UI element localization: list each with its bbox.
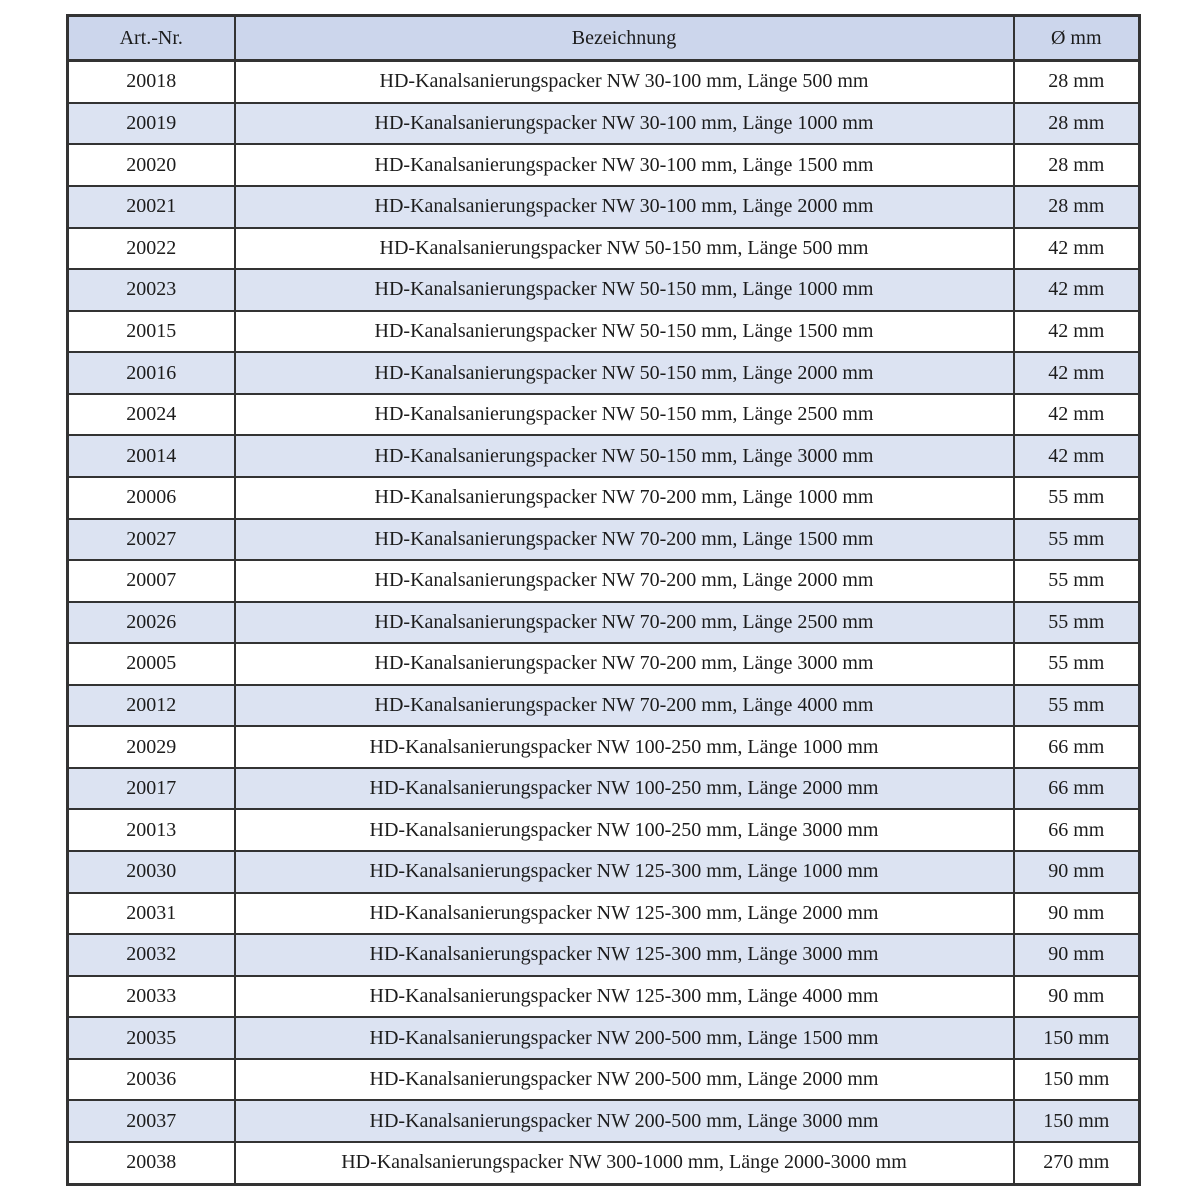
- table-row: [68, 435, 1140, 477]
- table-row: [68, 103, 1140, 145]
- table-row: [68, 394, 1140, 436]
- diameter-cell: 90 mm: [1014, 934, 1140, 976]
- art-nr-cell: 20017: [68, 768, 235, 810]
- bezeichnung-cell: HD-Kanalsanierungspacker NW 30-100 mm, Länge 1500 mm: [235, 144, 1014, 186]
- art-nr-cell: 20032: [68, 934, 235, 976]
- bezeichnung-cell: HD-Kanalsanierungspacker NW 30-100 mm, Länge 1000 mm: [235, 103, 1014, 145]
- table-row: [68, 602, 1140, 644]
- table-row: [68, 477, 1140, 519]
- diameter-cell: 66 mm: [1014, 768, 1140, 810]
- art-nr-cell: 20023: [68, 269, 235, 311]
- table-row: [68, 144, 1140, 186]
- art-nr-cell: 20005: [68, 643, 235, 685]
- table-row: [68, 768, 1140, 810]
- table-row: [68, 893, 1140, 935]
- table-row: [68, 311, 1140, 353]
- art-nr-cell: 20013: [68, 809, 235, 851]
- diameter-cell: 28 mm: [1014, 144, 1140, 186]
- header-art-nr: Art.-Nr.: [68, 16, 235, 61]
- diameter-cell: 28 mm: [1014, 103, 1140, 145]
- diameter-cell: 66 mm: [1014, 809, 1140, 851]
- bezeichnung-cell: HD-Kanalsanierungspacker NW 30-100 mm, Länge 2000 mm: [235, 186, 1014, 228]
- table-row: [68, 934, 1140, 976]
- header-bezeichnung: Bezeichnung: [235, 16, 1014, 61]
- bezeichnung-cell: HD-Kanalsanierungspacker NW 50-150 mm, Länge 3000 mm: [235, 435, 1014, 477]
- bezeichnung-cell: HD-Kanalsanierungspacker NW 125-300 mm, Länge 2000 mm: [235, 893, 1014, 935]
- art-nr-cell: 20016: [68, 352, 235, 394]
- diameter-cell: 42 mm: [1014, 228, 1140, 270]
- diameter-cell: 55 mm: [1014, 477, 1140, 519]
- product-table: [66, 14, 1141, 1186]
- bezeichnung-cell: HD-Kanalsanierungspacker NW 200-500 mm, Länge 3000 mm: [235, 1100, 1014, 1142]
- table-row: [68, 61, 1140, 103]
- art-nr-cell: 20027: [68, 519, 235, 561]
- diameter-cell: 55 mm: [1014, 685, 1140, 727]
- art-nr-cell: 20020: [68, 144, 235, 186]
- bezeichnung-cell: HD-Kanalsanierungspacker NW 125-300 mm, Länge 3000 mm: [235, 934, 1014, 976]
- art-nr-cell: 20006: [68, 477, 235, 519]
- art-nr-cell: 20019: [68, 103, 235, 145]
- bezeichnung-cell: HD-Kanalsanierungspacker NW 200-500 mm, Länge 1500 mm: [235, 1017, 1014, 1059]
- bezeichnung-cell: HD-Kanalsanierungspacker NW 200-500 mm, Länge 2000 mm: [235, 1059, 1014, 1101]
- diameter-cell: 42 mm: [1014, 352, 1140, 394]
- diameter-cell: 55 mm: [1014, 560, 1140, 602]
- diameter-cell: 150 mm: [1014, 1100, 1140, 1142]
- bezeichnung-cell: HD-Kanalsanierungspacker NW 100-250 mm, Länge 1000 mm: [235, 726, 1014, 768]
- diameter-cell: 42 mm: [1014, 435, 1140, 477]
- art-nr-cell: 20037: [68, 1100, 235, 1142]
- diameter-cell: 90 mm: [1014, 851, 1140, 893]
- bezeichnung-cell: HD-Kanalsanierungspacker NW 70-200 mm, Länge 1000 mm: [235, 477, 1014, 519]
- table-row: [68, 1100, 1140, 1142]
- art-nr-cell: 20015: [68, 311, 235, 353]
- bezeichnung-cell: HD-Kanalsanierungspacker NW 125-300 mm, Länge 1000 mm: [235, 851, 1014, 893]
- art-nr-cell: 20033: [68, 976, 235, 1018]
- art-nr-cell: 20007: [68, 560, 235, 602]
- header-row: [68, 16, 1140, 61]
- bezeichnung-cell: HD-Kanalsanierungspacker NW 70-200 mm, Länge 2000 mm: [235, 560, 1014, 602]
- table-row: [68, 1059, 1140, 1101]
- table-row: [68, 352, 1140, 394]
- table-row: [68, 726, 1140, 768]
- bezeichnung-cell: HD-Kanalsanierungspacker NW 70-200 mm, Länge 4000 mm: [235, 685, 1014, 727]
- diameter-cell: 150 mm: [1014, 1017, 1140, 1059]
- diameter-cell: 42 mm: [1014, 311, 1140, 353]
- bezeichnung-cell: HD-Kanalsanierungspacker NW 50-150 mm, Länge 1500 mm: [235, 311, 1014, 353]
- diameter-cell: 270 mm: [1014, 1142, 1140, 1185]
- table-row: [68, 1142, 1140, 1185]
- art-nr-cell: 20018: [68, 61, 235, 103]
- bezeichnung-cell: HD-Kanalsanierungspacker NW 50-150 mm, Länge 2000 mm: [235, 352, 1014, 394]
- art-nr-cell: 20030: [68, 851, 235, 893]
- art-nr-cell: 20014: [68, 435, 235, 477]
- bezeichnung-cell: HD-Kanalsanierungspacker NW 70-200 mm, Länge 3000 mm: [235, 643, 1014, 685]
- bezeichnung-cell: HD-Kanalsanierungspacker NW 50-150 mm, Länge 1000 mm: [235, 269, 1014, 311]
- table-row: [68, 851, 1140, 893]
- art-nr-cell: 20035: [68, 1017, 235, 1059]
- bezeichnung-cell: HD-Kanalsanierungspacker NW 50-150 mm, Länge 500 mm: [235, 228, 1014, 270]
- art-nr-cell: 20038: [68, 1142, 235, 1185]
- diameter-cell: 42 mm: [1014, 269, 1140, 311]
- table-header: [68, 16, 1140, 61]
- table-row: [68, 1017, 1140, 1059]
- table-row: [68, 228, 1140, 270]
- bezeichnung-cell: HD-Kanalsanierungspacker NW 70-200 mm, Länge 2500 mm: [235, 602, 1014, 644]
- table-row: [68, 519, 1140, 561]
- bezeichnung-cell: HD-Kanalsanierungspacker NW 125-300 mm, Länge 4000 mm: [235, 976, 1014, 1018]
- bezeichnung-cell: HD-Kanalsanierungspacker NW 50-150 mm, Länge 2500 mm: [235, 394, 1014, 436]
- table-row: [68, 560, 1140, 602]
- diameter-cell: 55 mm: [1014, 602, 1140, 644]
- bezeichnung-cell: HD-Kanalsanierungspacker NW 300-1000 mm, Länge 2000-3000 mm: [235, 1142, 1014, 1185]
- bezeichnung-cell: HD-Kanalsanierungspacker NW 30-100 mm, Länge 500 mm: [235, 61, 1014, 103]
- diameter-cell: 66 mm: [1014, 726, 1140, 768]
- bezeichnung-cell: HD-Kanalsanierungspacker NW 100-250 mm, Länge 2000 mm: [235, 768, 1014, 810]
- art-nr-cell: 20012: [68, 685, 235, 727]
- diameter-cell: 90 mm: [1014, 893, 1140, 935]
- diameter-cell: 28 mm: [1014, 61, 1140, 103]
- diameter-cell: 28 mm: [1014, 186, 1140, 228]
- table-row: [68, 643, 1140, 685]
- art-nr-cell: 20029: [68, 726, 235, 768]
- bezeichnung-cell: HD-Kanalsanierungspacker NW 70-200 mm, Länge 1500 mm: [235, 519, 1014, 561]
- art-nr-cell: 20031: [68, 893, 235, 935]
- table-body: [68, 61, 1140, 1185]
- art-nr-cell: 20024: [68, 394, 235, 436]
- header-diameter: Ø mm: [1014, 16, 1140, 61]
- diameter-cell: 42 mm: [1014, 394, 1140, 436]
- art-nr-cell: 20022: [68, 228, 235, 270]
- art-nr-cell: 20036: [68, 1059, 235, 1101]
- diameter-cell: 150 mm: [1014, 1059, 1140, 1101]
- art-nr-cell: 20026: [68, 602, 235, 644]
- diameter-cell: 55 mm: [1014, 519, 1140, 561]
- diameter-cell: 55 mm: [1014, 643, 1140, 685]
- art-nr-cell: 20021: [68, 186, 235, 228]
- bezeichnung-cell: HD-Kanalsanierungspacker NW 100-250 mm, Länge 3000 mm: [235, 809, 1014, 851]
- table-row: [68, 809, 1140, 851]
- table-row: [68, 269, 1140, 311]
- table-row: [68, 186, 1140, 228]
- diameter-cell: 90 mm: [1014, 976, 1140, 1018]
- table-row: [68, 685, 1140, 727]
- table-row: [68, 976, 1140, 1018]
